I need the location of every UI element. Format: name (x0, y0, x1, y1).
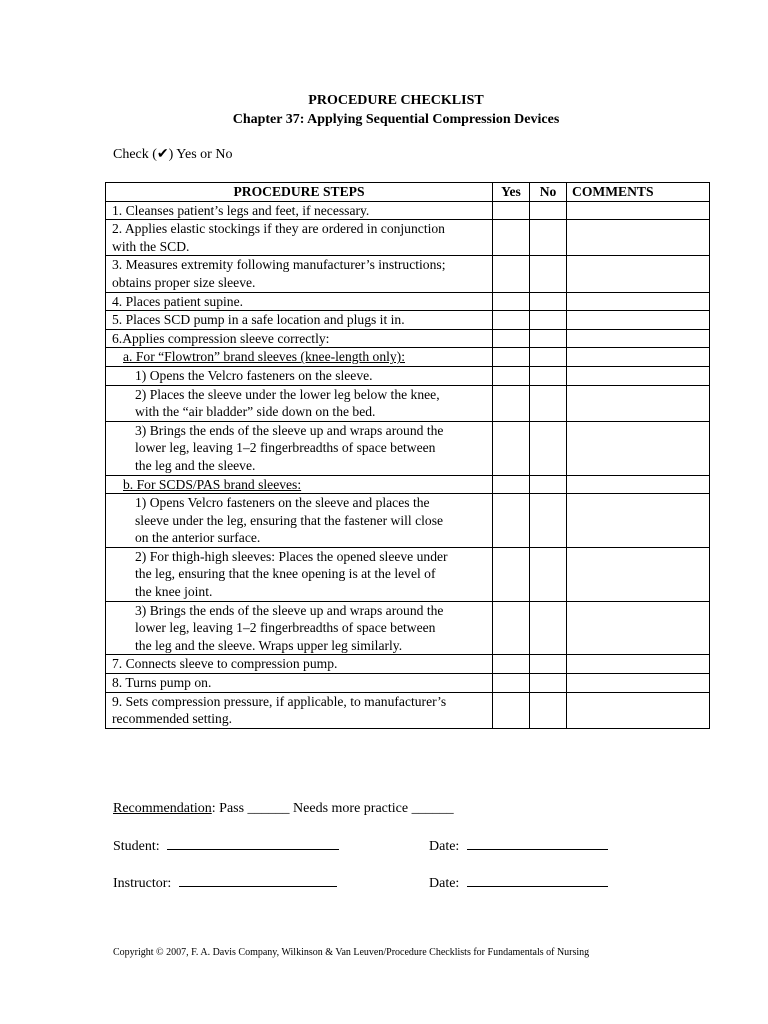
checklist-body (106, 201, 710, 728)
procedure-step-cell (106, 674, 493, 693)
yes-checkbox-cell[interactable] (493, 329, 530, 348)
procedure-checklist-table (105, 182, 710, 729)
procedure-step-cell (106, 385, 493, 421)
yes-checkbox-cell[interactable] (493, 220, 530, 256)
procedure-step-cell (106, 292, 493, 311)
recommendation-line (113, 800, 454, 818)
procedure-step-text: lower leg, leaving 1–2 fingerbreadths of space between (135, 620, 436, 636)
procedure-step-text: 5. Places SCD pump in a safe location and plugs it in. (112, 312, 405, 328)
procedure-step-text: on the anterior surface. (135, 530, 261, 546)
procedure-step-text: 4. Places patient supine. (112, 293, 243, 309)
comments-cell[interactable] (567, 201, 710, 220)
no-checkbox-cell[interactable] (530, 692, 567, 728)
comments-cell[interactable] (567, 256, 710, 292)
comments-cell[interactable] (567, 692, 710, 728)
no-checkbox-cell[interactable] (530, 256, 567, 292)
procedure-step-text: 2) Places the sleeve under the lower leg below the knee, (135, 386, 440, 402)
no-checkbox-cell[interactable] (530, 475, 567, 494)
copyright-footer: Copyright © 2007, F. A. Davis Company, Wilkinson & Van Leuven/Procedure Checklists for Fundamentals of Nursing (113, 947, 590, 958)
no-checkbox-cell[interactable] (530, 385, 567, 421)
procedure-step-text: 6.Applies compression sleeve correctly: (112, 330, 330, 346)
yes-checkbox-cell[interactable] (493, 385, 530, 421)
no-checkbox-cell[interactable] (530, 547, 567, 601)
comments-cell[interactable] (567, 475, 710, 494)
procedure-step-text: 3) Brings the ends of the sleeve up and wraps around the (135, 422, 444, 438)
procedure-step-cell (106, 256, 493, 292)
no-checkbox-cell[interactable] (530, 366, 567, 385)
table-row (106, 366, 710, 385)
yes-checkbox-cell[interactable] (493, 348, 530, 367)
recommendation-options: : Pass ______ Needs more practice ______ (211, 801, 454, 816)
table-row (106, 385, 710, 421)
column-header-steps: PROCEDURE STEPS (106, 183, 493, 202)
procedure-step-text: sleeve under the leg, ensuring that the fastener will close (135, 512, 444, 528)
procedure-step-cell (106, 475, 493, 494)
procedure-step-cell (106, 366, 493, 385)
yes-checkbox-cell[interactable] (493, 311, 530, 330)
table-row (106, 475, 710, 494)
table-row (106, 220, 710, 256)
page-title: PROCEDURE CHECKLIST (308, 93, 484, 108)
check-instruction: Check (✔) Yes or No (113, 147, 233, 162)
procedure-step-text: with the SCD. (112, 238, 190, 254)
student-date-label: Date: (429, 839, 460, 854)
yes-checkbox-cell[interactable] (493, 655, 530, 674)
procedure-step-text: a. For “Flowtron” brand sleeves (knee-length only): (123, 349, 405, 365)
procedure-step-text: 2. Applies elastic stockings if they are ordered in conjunction (112, 221, 445, 237)
procedure-step-text: obtains proper size sleeve. (112, 274, 256, 290)
comments-cell[interactable] (567, 674, 710, 693)
procedure-step-text: 7. Connects sleeve to compression pump. (112, 656, 338, 672)
procedure-step-text: 8. Turns pump on. (112, 675, 212, 691)
procedure-step-cell (106, 201, 493, 220)
student-signature-line (113, 835, 339, 856)
no-checkbox-cell[interactable] (530, 601, 567, 655)
yes-checkbox-cell[interactable] (493, 201, 530, 220)
table-row (106, 692, 710, 728)
table-row (106, 311, 710, 330)
recommendation-label: Recommendation (113, 801, 212, 816)
no-checkbox-cell[interactable] (530, 674, 567, 693)
procedure-step-text: 3) Brings the ends of the sleeve up and wraps around the (135, 602, 444, 618)
yes-checkbox-cell[interactable] (493, 292, 530, 311)
procedure-step-cell (106, 692, 493, 728)
yes-checkbox-cell[interactable] (493, 692, 530, 728)
comments-cell[interactable] (567, 385, 710, 421)
table-row (106, 421, 710, 475)
instructor-date-field[interactable] (467, 872, 608, 887)
chapter-subtitle: Chapter 37: Applying Sequential Compression Devices (232, 112, 560, 127)
no-checkbox-cell[interactable] (530, 329, 567, 348)
procedure-step-text: 1. Cleanses patient’s legs and feet, if necessary. (112, 202, 370, 218)
procedure-step-cell (106, 421, 493, 475)
table-row (106, 329, 710, 348)
no-checkbox-cell[interactable] (530, 292, 567, 311)
instructor-date-line (429, 872, 608, 893)
yes-checkbox-cell[interactable] (493, 547, 530, 601)
no-checkbox-cell[interactable] (530, 655, 567, 674)
comments-cell[interactable] (567, 311, 710, 330)
student-date-field[interactable] (467, 835, 608, 850)
procedure-step-text: 9. Sets compression pressure, if applicable, to manufacturer’s (112, 693, 447, 709)
yes-checkbox-cell[interactable] (493, 674, 530, 693)
yes-checkbox-cell[interactable] (493, 366, 530, 385)
table-row (106, 547, 710, 601)
student-label: Student: (113, 839, 160, 854)
column-header-no: No (530, 183, 567, 202)
comments-cell[interactable] (567, 421, 710, 475)
comments-cell[interactable] (567, 366, 710, 385)
procedure-step-text: 2) For thigh-high sleeves: Places the opened sleeve under (135, 548, 448, 564)
table-header-row (106, 183, 710, 202)
no-checkbox-cell[interactable] (530, 311, 567, 330)
procedure-step-cell (106, 329, 493, 348)
table-row (106, 655, 710, 674)
table-row (106, 201, 710, 220)
procedure-step-text: the knee joint. (135, 584, 213, 600)
comments-cell[interactable] (567, 494, 710, 548)
comments-cell[interactable] (567, 655, 710, 674)
comments-cell[interactable] (567, 547, 710, 601)
instructor-date-label: Date: (429, 876, 460, 891)
procedure-step-text: 3. Measures extremity following manufacturer’s instructions; (112, 257, 446, 273)
procedure-step-cell (106, 311, 493, 330)
table-row (106, 292, 710, 311)
no-checkbox-cell[interactable] (530, 494, 567, 548)
no-checkbox-cell[interactable] (530, 220, 567, 256)
student-name-field[interactable] (167, 835, 339, 850)
procedure-step-text: with the “air bladder” side down on the bed. (135, 404, 376, 420)
procedure-step-text: 1) Opens Velcro fasteners on the sleeve and places the (135, 495, 430, 511)
procedure-step-text: the leg and the sleeve. (135, 457, 256, 473)
procedure-step-cell (106, 547, 493, 601)
table-row (106, 348, 710, 367)
comments-cell[interactable] (567, 601, 710, 655)
table-row (106, 601, 710, 655)
procedure-step-cell (106, 220, 493, 256)
procedure-step-cell (106, 601, 493, 655)
student-date-line (429, 835, 608, 856)
procedure-step-text: 1) Opens the Velcro fasteners on the sleeve. (135, 367, 373, 383)
no-checkbox-cell[interactable] (530, 421, 567, 475)
yes-checkbox-cell[interactable] (493, 256, 530, 292)
yes-checkbox-cell[interactable] (493, 601, 530, 655)
procedure-step-cell (106, 655, 493, 674)
procedure-step-text: the leg, ensuring that the knee opening is at the level of (135, 566, 436, 582)
comments-cell[interactable] (567, 292, 710, 311)
yes-checkbox-cell[interactable] (493, 421, 530, 475)
table-row (106, 256, 710, 292)
procedure-step-text: b. For SCDS/PAS brand sleeves: (123, 476, 302, 492)
procedure-step-cell (106, 494, 493, 548)
instructor-signature-line (113, 872, 337, 893)
yes-checkbox-cell[interactable] (493, 494, 530, 548)
table-row (106, 494, 710, 548)
comments-cell[interactable] (567, 348, 710, 367)
instructor-name-field[interactable] (179, 872, 337, 887)
procedure-step-text: the leg and the sleeve. Wraps upper leg similarly. (135, 637, 403, 653)
table-row (106, 674, 710, 693)
procedure-step-cell (106, 348, 493, 367)
instructor-label: Instructor: (113, 876, 172, 891)
procedure-step-text: lower leg, leaving 1–2 fingerbreadths of space between (135, 440, 436, 456)
procedure-step-text: recommended setting. (112, 711, 233, 727)
no-checkbox-cell[interactable] (530, 201, 567, 220)
no-checkbox-cell[interactable] (530, 348, 567, 367)
column-header-yes: Yes (493, 183, 530, 202)
comments-cell[interactable] (567, 329, 710, 348)
column-header-comments: COMMENTS (567, 183, 710, 202)
comments-cell[interactable] (567, 220, 710, 256)
yes-checkbox-cell[interactable] (493, 475, 530, 494)
